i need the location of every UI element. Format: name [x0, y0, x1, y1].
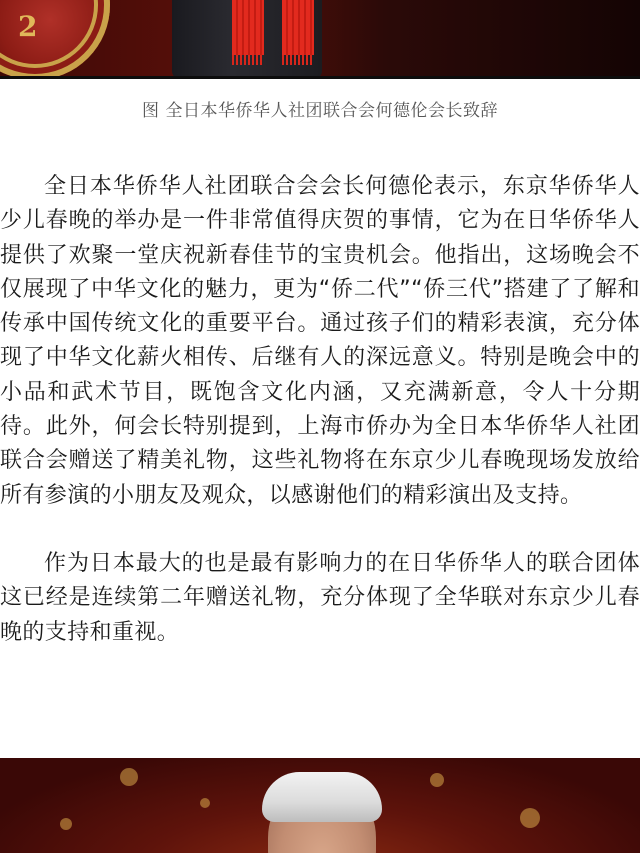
article-paragraph-2: 作为日本最大的也是最有影响力的在日华侨华人的联合团体这已经是连续第二年赠送礼物，充分体现了全华联对东京少儿春晚的支持和重视。	[0, 550, 640, 645]
emblem-decoration	[0, 0, 110, 79]
emblem-glyph: 2	[18, 10, 38, 43]
red-scarf-right	[282, 0, 314, 55]
bottom-photo	[0, 758, 640, 853]
speaker-hair	[262, 772, 382, 822]
top-photo	[0, 0, 640, 79]
article-paragraph-1: 全日本华侨华人社团联合会会长何德伦表示，东京华侨华人少儿春晚的举办是一件非常值得庆贺的事情，它为在日华侨华人提供了欢聚一堂庆祝新春佳节的宝贵机会。他指出，这场晚会不仅展现了中华文化的魅力，更为“侨二代”“侨三代”搭建了了解和传承中国传统文化的重要平台。通过孩子们的精彩表演，充分体现了中华文化薪火相传、后继有人的深远意义。特别是晚会中的小品和武术节目，既饱含文化内涵，又充满新意，令人十分期待。此外，何会长特别提到，上海市侨办为全日本华侨华人社团联合会赠送了精美礼物，这些礼物将在东京少儿春晚现场发放给所有参演的小朋友及观众，以感谢他们的精彩演出及支持。	[0, 174, 640, 508]
photo-edge	[0, 76, 640, 79]
photo-caption: 图 全日本华侨华人社团联合会何德伦会长致辞	[142, 101, 498, 121]
article-body	[0, 170, 640, 650]
red-scarf-left	[232, 0, 264, 55]
